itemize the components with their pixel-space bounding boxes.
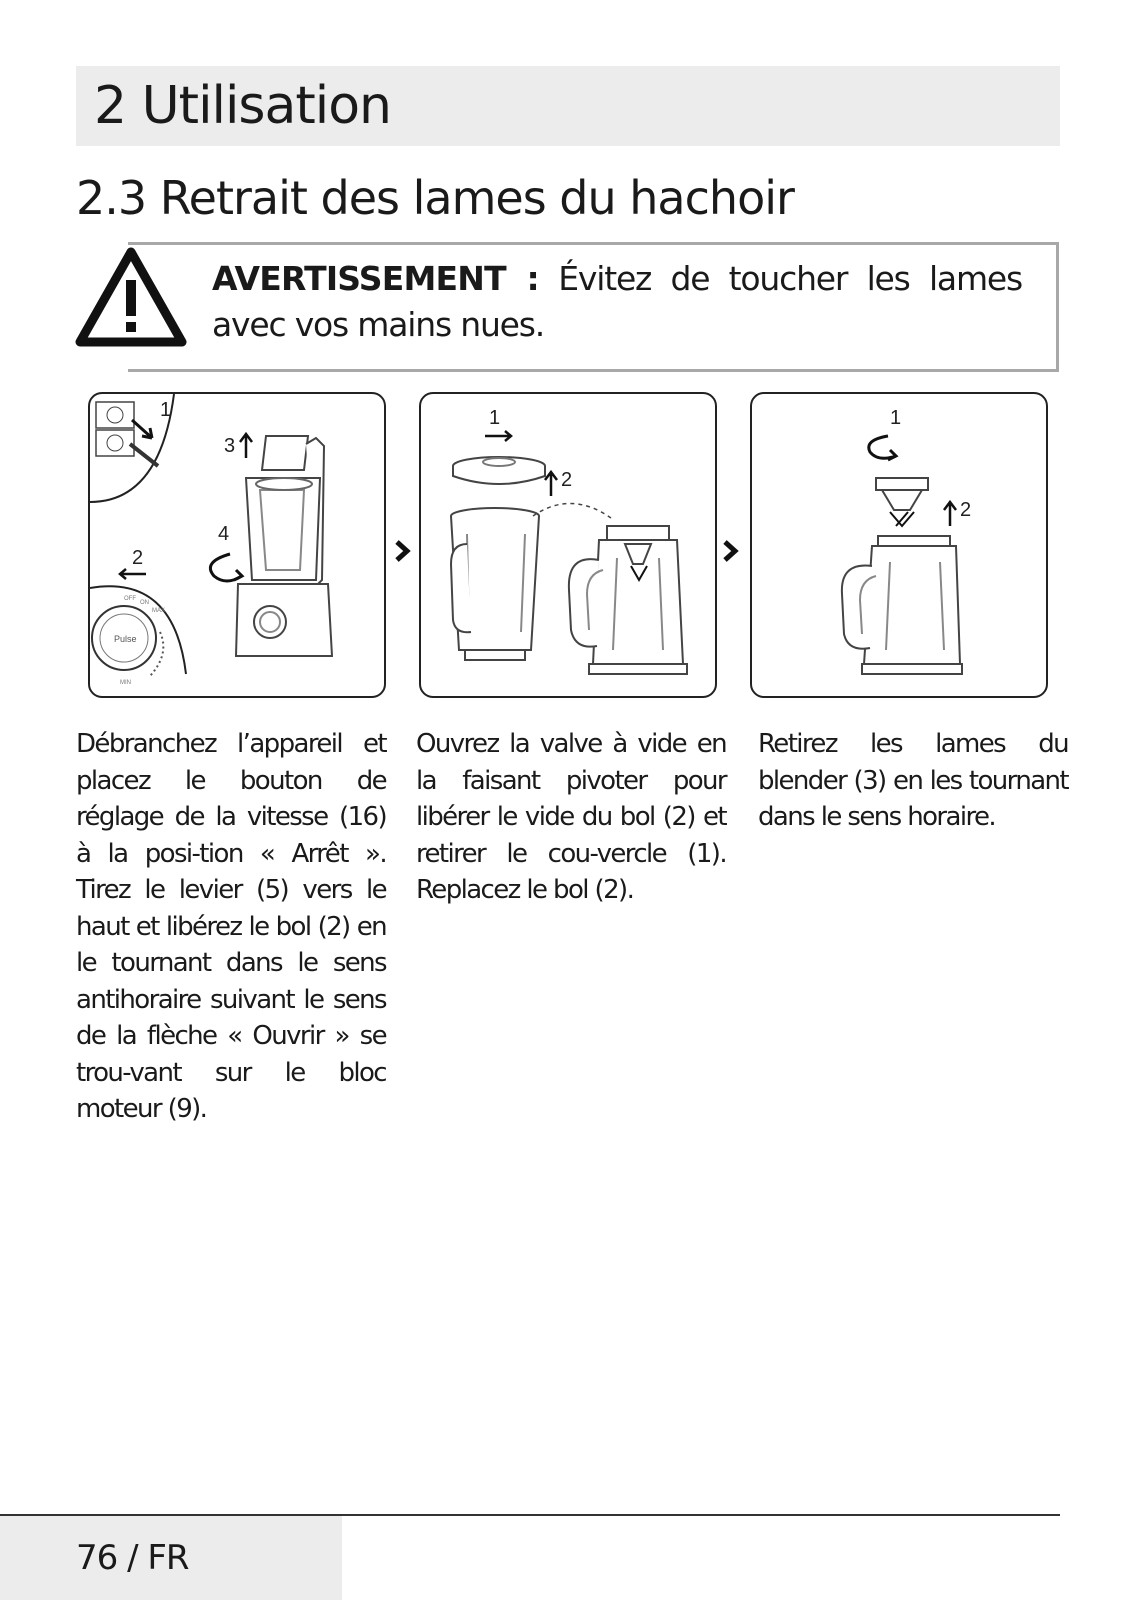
figure-step-1 <box>88 392 386 698</box>
callout-4: 4 <box>218 523 230 545</box>
dial-label-max: MAX <box>152 608 166 614</box>
warning-triangle-icon <box>74 246 188 350</box>
callout-1: 1 <box>890 407 902 429</box>
callout-1: 1 <box>160 399 172 421</box>
chevron-right-icon <box>392 536 414 566</box>
bowl-illustration <box>451 508 539 660</box>
page-number: 76 / FR <box>76 1538 189 1578</box>
callout-1: 1 <box>489 407 501 429</box>
warning-message: Évitez de toucher les lames avec vos mains nues. <box>212 259 1022 344</box>
section-title: 2 Utilisation <box>94 76 391 136</box>
callout-3: 3 <box>224 435 236 457</box>
callout-2: 2 <box>960 499 972 521</box>
subsection-title: 2.3 Retrait des lames du hachoir <box>76 171 794 225</box>
wall-socket-icon <box>96 402 158 466</box>
empty-jar-illustration <box>842 536 962 674</box>
dial-label-off: OFF <box>124 596 136 602</box>
warning-text <box>212 256 1022 348</box>
blade-assembly-illustration <box>876 478 928 526</box>
callout-2: 2 <box>132 547 144 569</box>
speed-dial-icon <box>92 596 165 686</box>
step-1-text: Débranchez l’appareil et placez le bouton de réglage de la vitesse (16) à la posi-tion « Arrêt ». Tirez le levier (5) vers le haut et libérez le bol (2) en le tournant dans le sens antihoraire suivant le sens de la flèche « Ouvrir » se trou-vant sur le bloc moteur (9). <box>76 729 386 1124</box>
figure-step-3 <box>750 392 1048 698</box>
chevron-right-icon <box>720 536 742 566</box>
dial-label-on: ON <box>140 600 149 606</box>
step-3-text: Retirez les lames du blender (3) en les tournant dans le sens horaire. <box>758 729 1068 832</box>
figure-step-2 <box>419 392 717 698</box>
callout-2: 2 <box>561 469 573 491</box>
blender-illustration <box>236 436 332 656</box>
dial-label-pulse: Pulse <box>114 634 137 644</box>
warning-label: AVERTISSEMENT : <box>212 259 539 298</box>
step-2-text: Ouvrez la valve à vide en la faisant pivoter pour libérer le vide du bol (2) et retirer le cou-vercle (1). Replacez le bol (2). <box>416 729 726 905</box>
dial-label-min: MIN <box>120 680 131 686</box>
jar-with-blades-illustration <box>569 526 687 674</box>
lid-illustration <box>453 457 545 484</box>
